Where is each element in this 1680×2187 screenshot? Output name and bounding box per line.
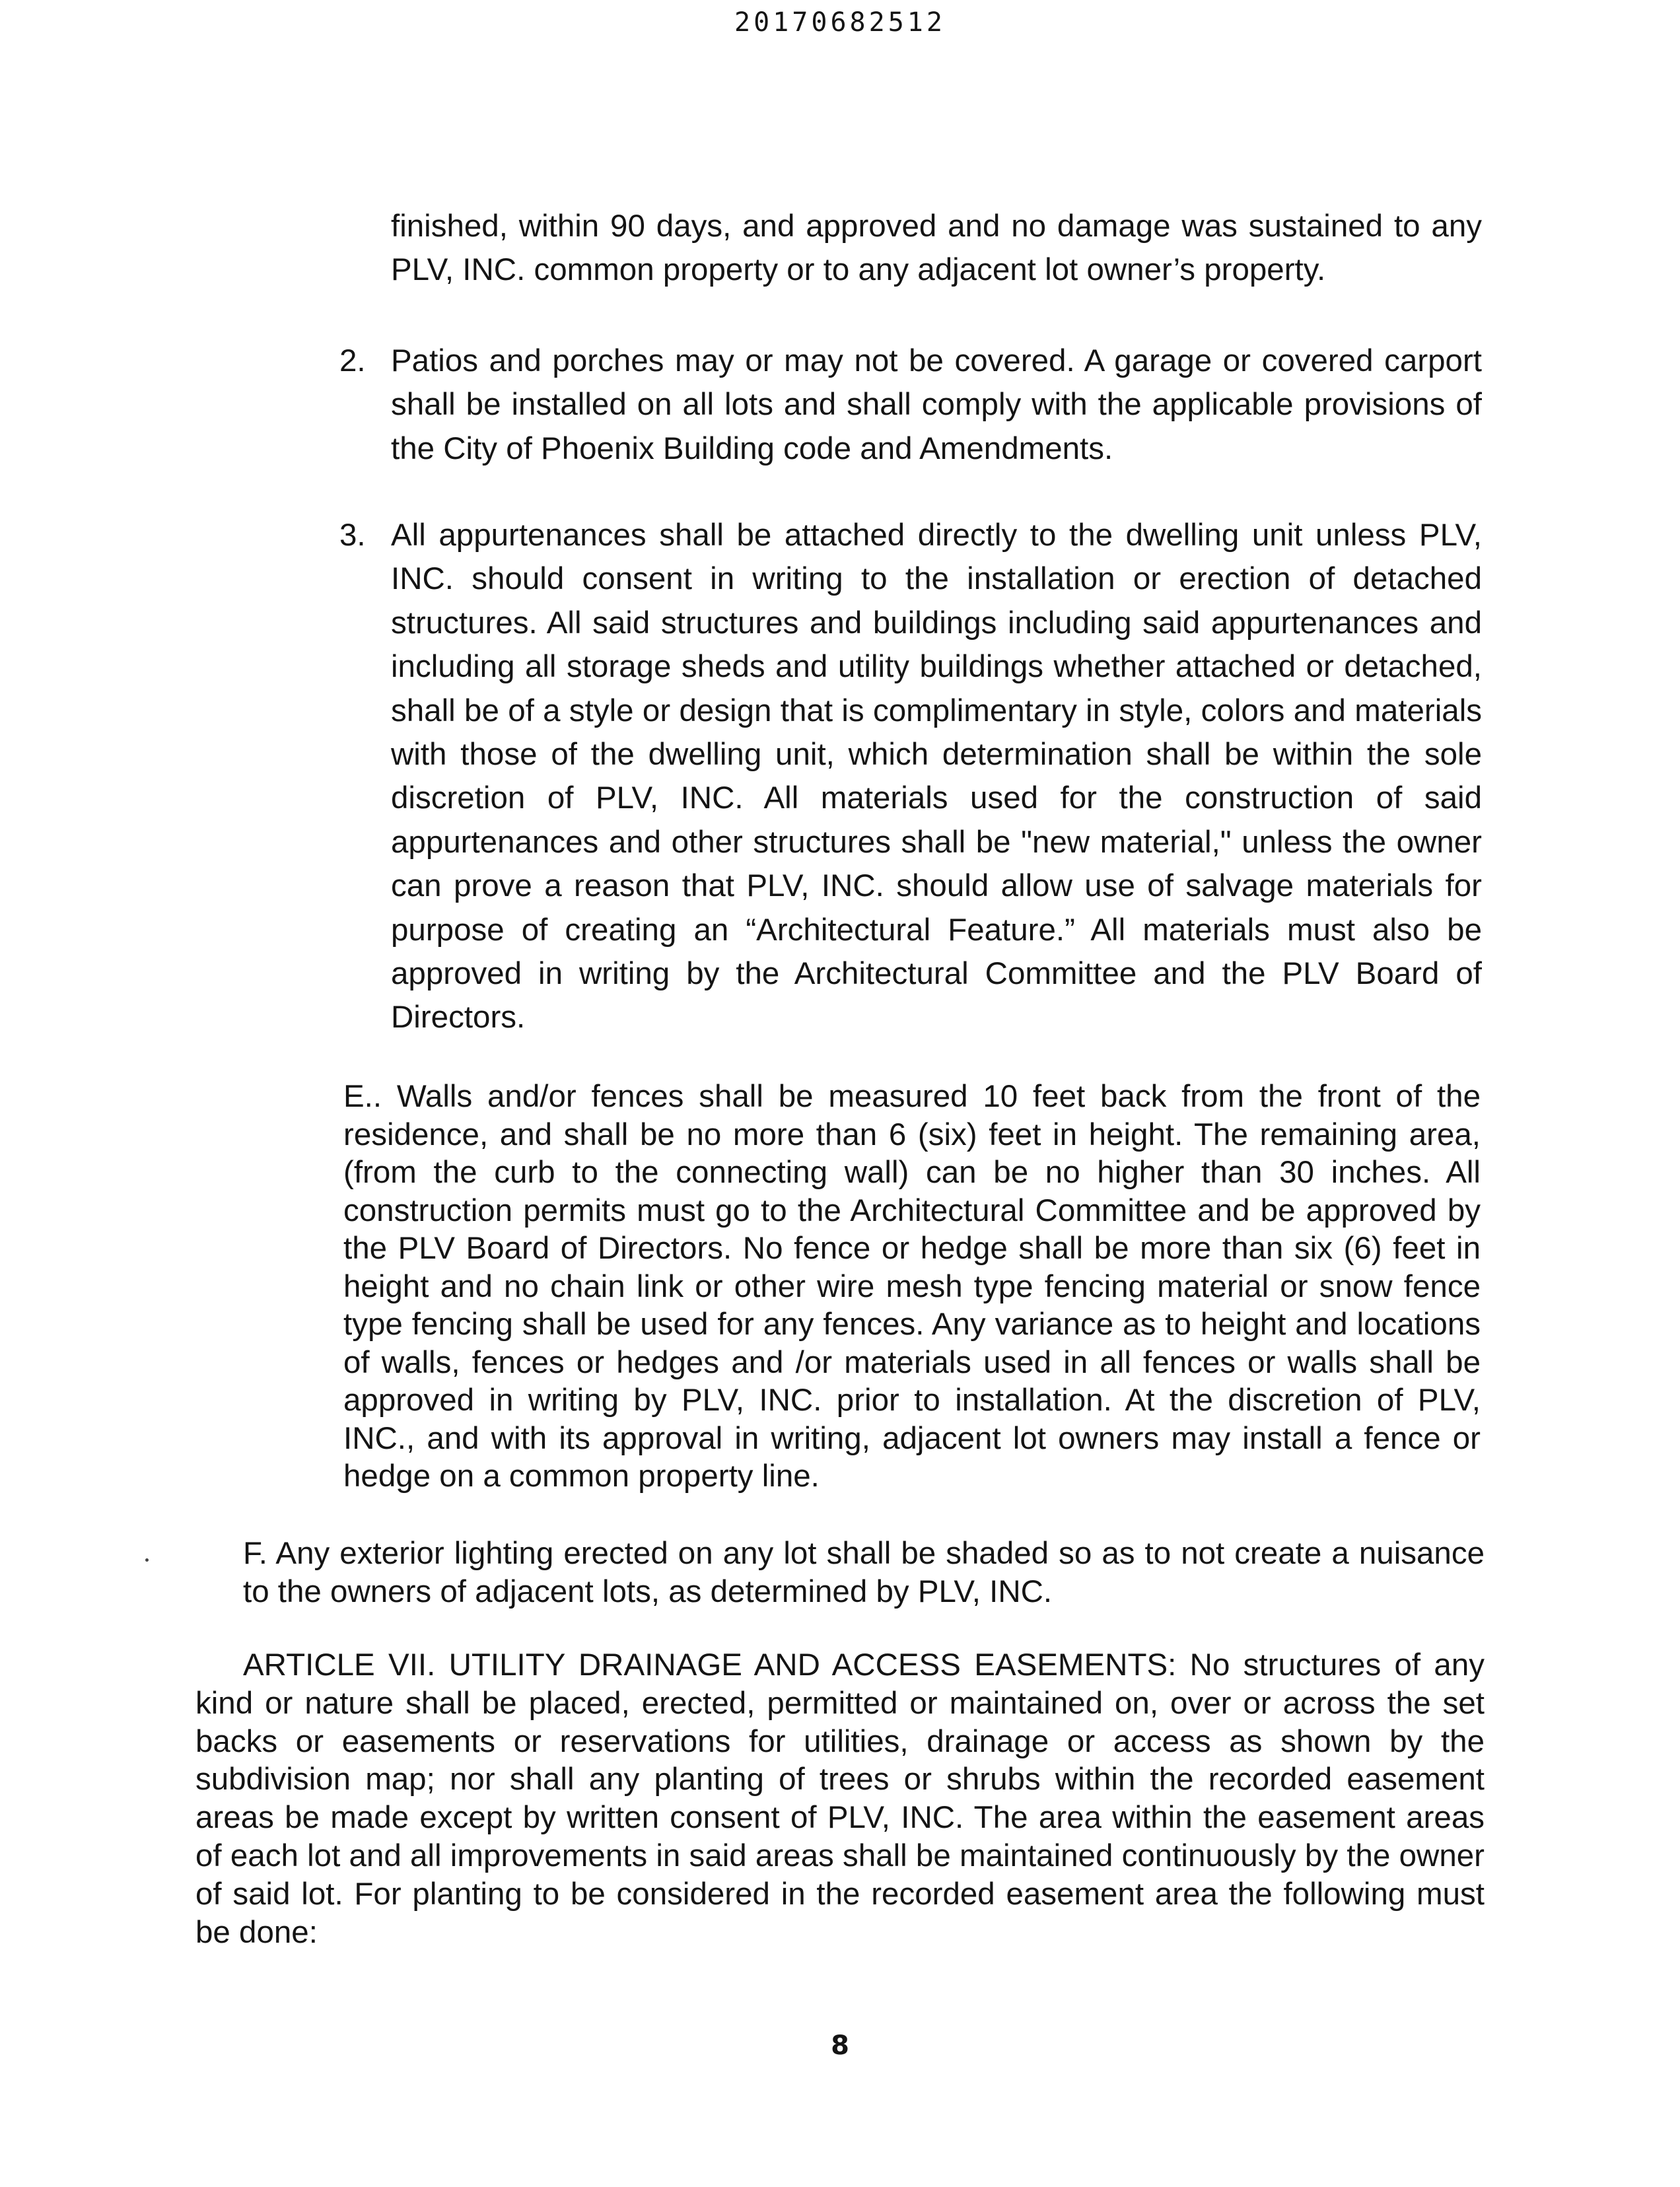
continuation-paragraph: finished, within 90 days, and approved and no damage was sustained to any PLV, INC. common property or to any adjacent lot owner’s property. [391,209,1482,288]
article-vii-paragraph: ARTICLE VII. UTILITY DRAINAGE AND ACCESS EASEMENTS: No structures of any kind or nature shall be placed, erected, permitted or maintained on, over or across the set backs or easements or reservations for utilities, drainage or access as shown by the subdivision map; nor shall any planting of trees or shrubs within the recorded easement areas be made except by written consent of PLV, INC. The area within the easement areas of each lot and all improvements in said areas shall be maintained continuously by the owner of said lot. For planting to be considered in the recorded easement area the following must be done: [195,1648,1485,1950]
item-3-paragraph: All appurtenances shall be attached directly to the dwelling unit unless PLV, INC. should consent in writing to the installation or erection of detached structures. All said structures and buildings including said appurtenances and including all storage sheds and utility buildings whether attached or detached, shall be of a style or design that is complimentary in style, colors and materials with those of the dwelling unit, which determination shall be within the sole discretion of PLV, INC. All materials used for the construction of said appurtenances and other structures shall be "new material," unless the owner can prove a reason that PLV, INC. should allow use of salvage materials for purpose of creating an “Architectural Feature.” All materials must also be approved in writing by the Architectural Committee and the PLV Board of Directors. [391,518,1482,1035]
item-3-number: 3. [339,518,366,553]
scan-speck [145,1558,149,1562]
section-e-paragraph: E.. Walls and/or fences shall be measured 10 feet back from the front of the residence, and shall be no more than 6 (six) feet in height. The remaining area, (from the curb to the connecting wall) can be no higher than 30 inches. All construction permits must go to the Architectural Committee and be approved by the PLV Board of Directors. No fence or hedge shall be more than six (6) feet in height and no chain link or other wire mesh type fencing material or snow fence type fencing shall be used for any fences. Any variance as to height and locations of walls, fences or hedges and /or materials used in all fences or walls shall be approved in writing by PLV, INC. prior to installation. At the discretion of PLV, INC., and with its approval in writing, adjacent lot owners may install a fence or hedge on a common property line. [343,1079,1481,1494]
page-number: 8 [831,2031,849,2061]
item-2-number: 2. [339,343,366,378]
item-2-paragraph: Patios and porches may or may not be covered. A garage or covered carport shall be installed on all lots and shall comply with the applicable provisions of the City of Phoenix Building code and Amendments. [391,343,1482,466]
document-number: 20170682512 [734,7,946,38]
section-f-paragraph: F. Any exterior lighting erected on any lot shall be shaded so as to not create a nuisance to the owners of adjacent lots, as determined by PLV, INC. [243,1536,1485,1609]
